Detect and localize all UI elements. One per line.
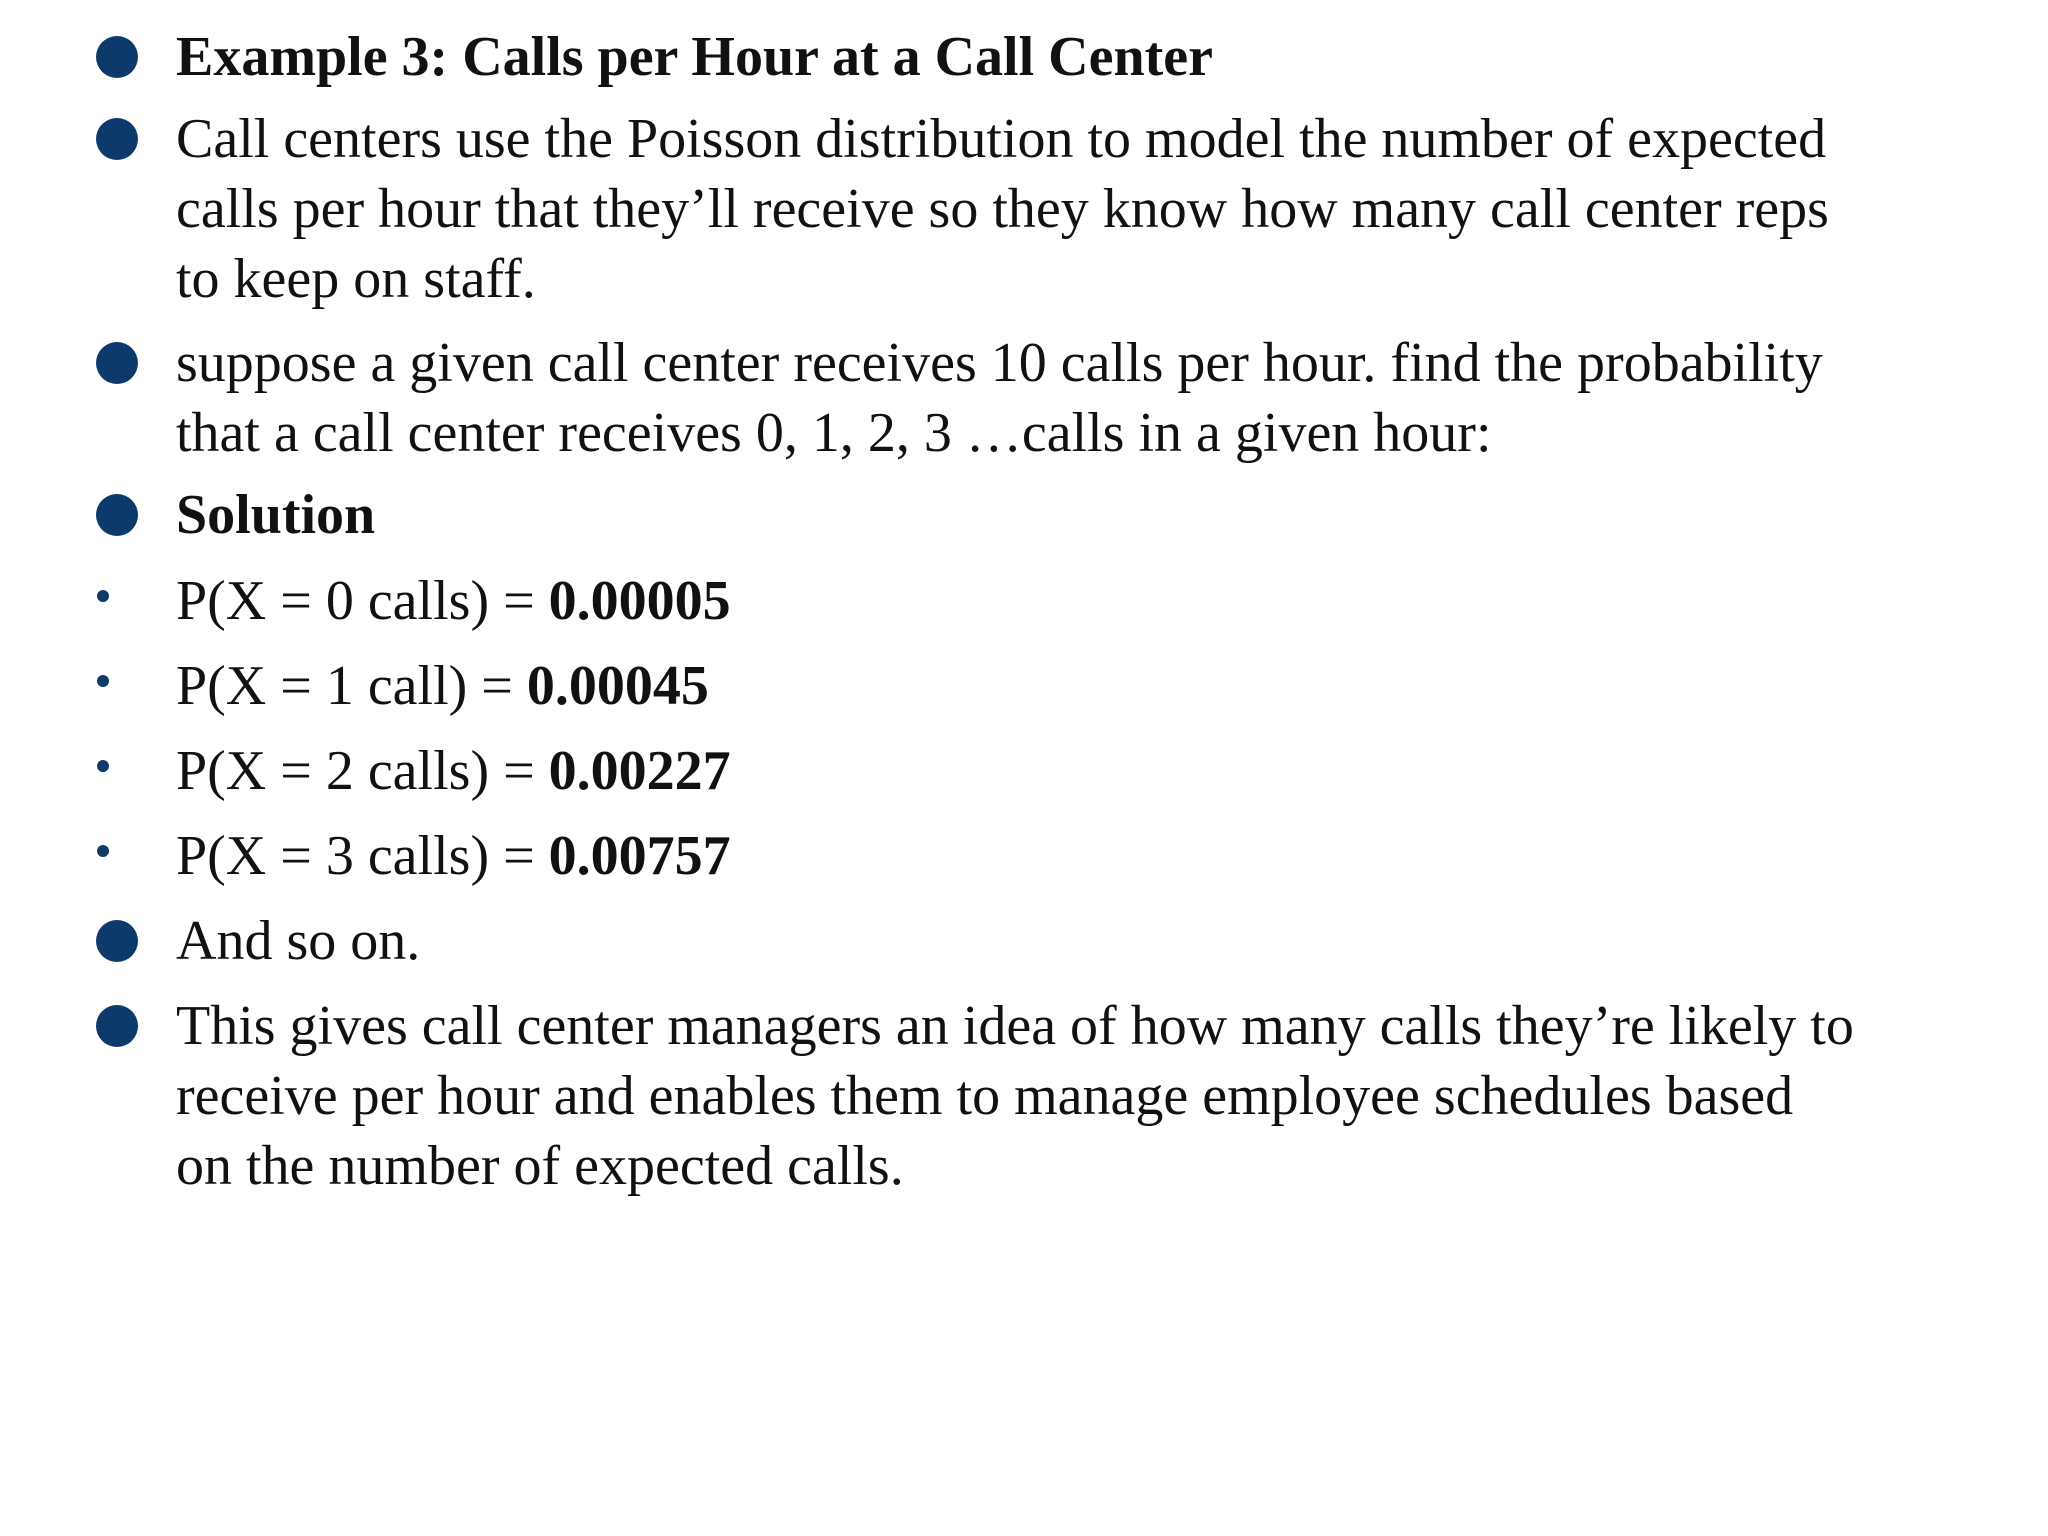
- conclusion-line: on the number of expected calls.: [176, 1135, 904, 1197]
- result-line: [176, 821, 1916, 891]
- bullet-dot: [96, 118, 138, 160]
- result-label: P(X = 3 calls) =: [176, 825, 549, 887]
- bullet-dot: [96, 36, 138, 78]
- result-line: [176, 736, 1916, 806]
- intro-paragraph: [176, 104, 1916, 314]
- solution-heading: Solution: [176, 484, 376, 546]
- result-label: P(X = 2 calls) =: [176, 740, 549, 802]
- intro-line: to keep on staff.: [176, 248, 536, 310]
- problem-paragraph: [176, 328, 1916, 468]
- result-label: P(X = 0 calls) =: [176, 570, 549, 632]
- conclusion-line: receive per hour and enables them to manage employee schedules based: [176, 1065, 1794, 1127]
- slide-title: Example 3: Calls per Hour at a Call Center: [176, 26, 1213, 88]
- result-value: 0.00227: [548, 740, 731, 802]
- bullet-dot: [96, 494, 138, 536]
- problem-line: suppose a given call center receives 10 calls per hour. find the probability: [176, 332, 1823, 394]
- conclusion-paragraph: [176, 991, 1916, 1201]
- result-line: [176, 651, 1916, 721]
- result-value: 0.00045: [526, 655, 709, 717]
- and-so-on-text: And so on.: [176, 910, 421, 972]
- bullet-dot: [96, 920, 138, 962]
- result-label: P(X = 1 call) =: [176, 655, 527, 717]
- bullet-dot: [96, 342, 138, 384]
- intro-line: calls per hour that they’ll receive so they know how many call center reps: [176, 178, 1829, 240]
- sub-bullet-dot: [97, 760, 109, 772]
- problem-line: that a call center receives 0, 1, 2, 3 …calls in a given hour:: [176, 402, 1492, 464]
- result-line: [176, 566, 1916, 636]
- sub-bullet-dot: [97, 675, 109, 687]
- bullet-dot: [96, 1005, 138, 1047]
- result-value: 0.00005: [548, 570, 731, 632]
- conclusion-line: This gives call center managers an idea of how many calls they’re likely to: [176, 995, 1854, 1057]
- sub-bullet-dot: [97, 590, 109, 602]
- intro-line: Call centers use the Poisson distribution to model the number of expected: [176, 108, 1827, 170]
- result-value: 0.00757: [548, 825, 731, 887]
- sub-bullet-dot: [97, 845, 109, 857]
